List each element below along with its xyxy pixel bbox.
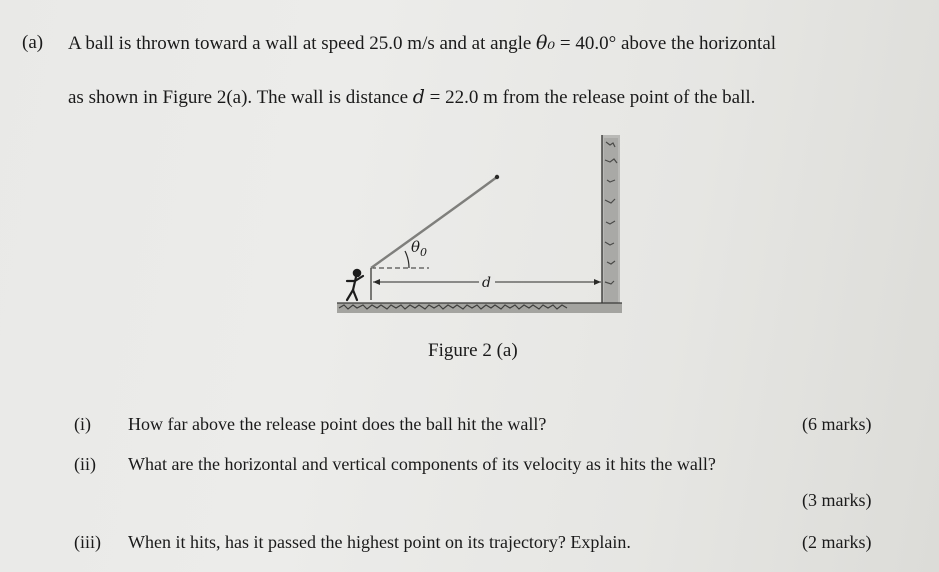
figure-2a [325, 130, 635, 320]
theta-label: $\theta_0$ [411, 238, 428, 259]
distance-value: = 22.0 m [424, 87, 503, 108]
theta-symbol: θ₀ [536, 32, 556, 54]
ball [495, 175, 499, 179]
distance-label: d [482, 275, 491, 291]
question-marks: (2 marks) [802, 532, 872, 552]
question-label: (i) [74, 414, 91, 434]
intro-text: from the release point of the ball. [502, 87, 756, 108]
wall [602, 135, 620, 305]
intro-text: as shown in Figure 2(a). The wall is distance [68, 87, 413, 108]
angle-arc [405, 251, 409, 268]
question-marks: (6 marks) [802, 414, 872, 434]
intro-line-2 [68, 85, 755, 110]
distance-arrowhead-left [373, 279, 380, 285]
angle-value: = 40.0° [555, 33, 621, 54]
intro-line-1 [68, 31, 776, 56]
figure-diagram [325, 130, 635, 320]
question-text: When it hits, has it passed the highest point on its trajectory? Explain. [128, 532, 631, 552]
distance-arrowhead-right [594, 279, 601, 285]
question-text: How far above the release point does the ball hit the wall? [128, 414, 547, 434]
question-text: What are the horizontal and vertical components of its velocity as it hits the wall? [128, 454, 716, 474]
ground [337, 303, 622, 313]
intro-text: A ball is thrown toward a wall at speed 25.0 m/s and at angle [68, 33, 537, 54]
intro-text: above the horizontal [620, 33, 777, 54]
part-label: (a) [22, 32, 44, 53]
distance-symbol: d [412, 86, 425, 108]
question-label: (iii) [74, 532, 101, 552]
figure-caption: Figure 2 (a) [428, 340, 518, 361]
question-marks: (3 marks) [802, 490, 872, 510]
question-label: (ii) [74, 454, 96, 474]
thrower-figure [347, 270, 363, 300]
trajectory-path [371, 177, 497, 268]
